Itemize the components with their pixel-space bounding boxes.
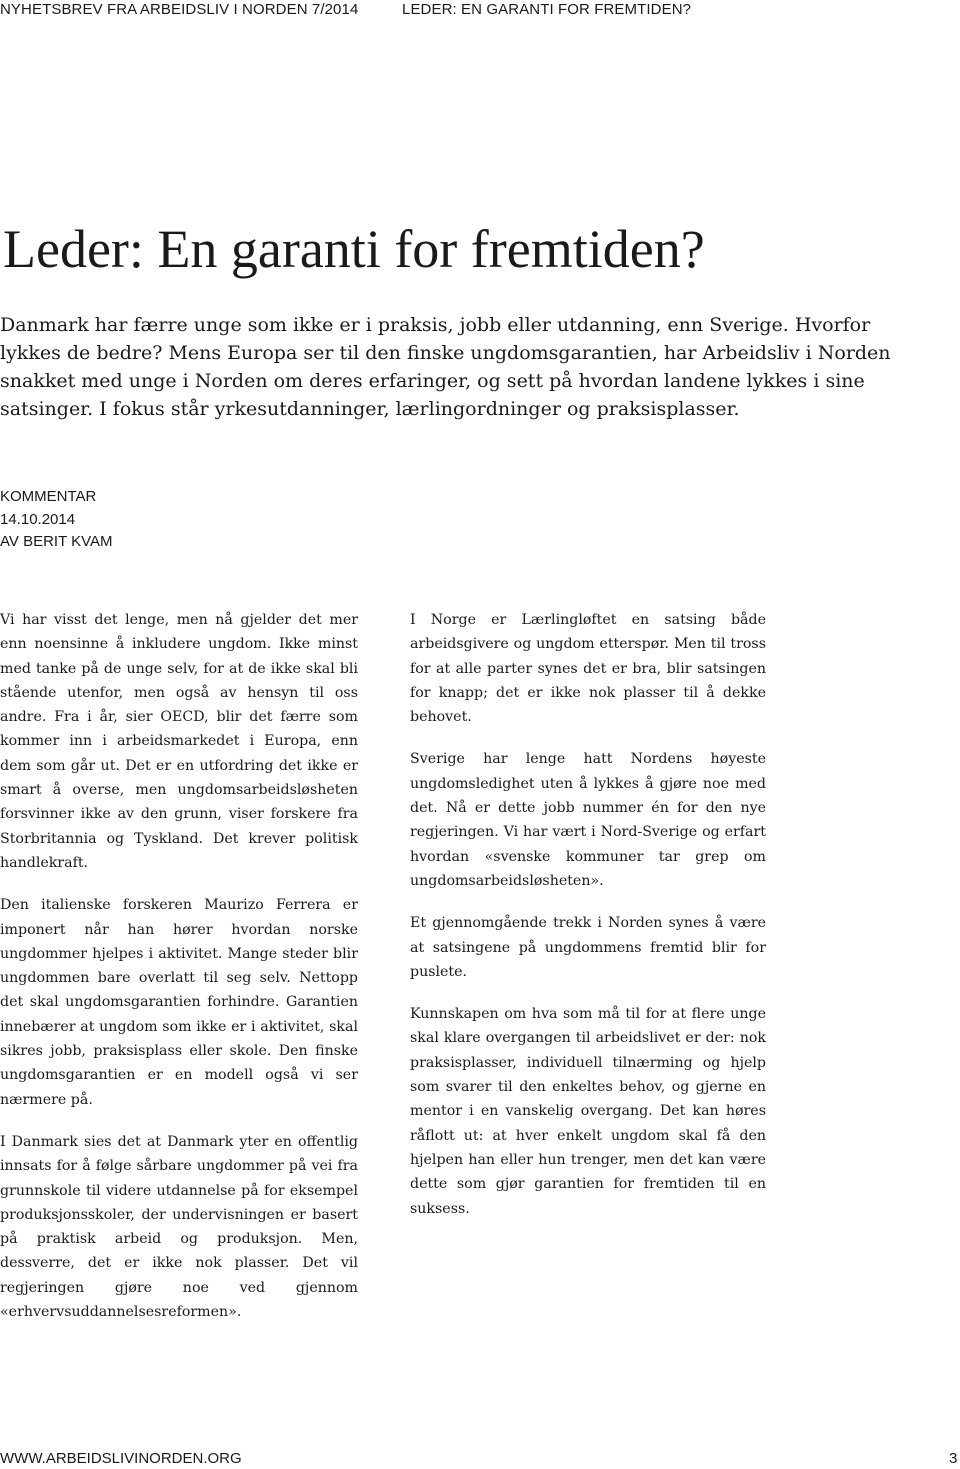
body-paragraph: Vi har visst det lenge, men nå gjelder det mer enn noensinne å inkludere ungdom. Ikke minst med tanke på de unge selv, for at de ikke skal bli stående utenfor, men også av hensyn til oss andre. Fra i år, sier OECD, blir det færre som kommer inn i arbeidsmarkedet i Europa, enn dem som går ut. Det er en utfordring det ikke er smart å overse, men ungdomsarbeidsløsheten forsvinner ikke av den grunn, viser forskere fra Storbritannia og Tyskland. Det krever politisk handlekraft. [0, 612, 358, 871]
article-meta [0, 486, 113, 554]
body-column-right [410, 608, 766, 1239]
page-number: 3 [949, 1450, 958, 1467]
body-column-left [0, 608, 358, 1342]
body-paragraph: Den italienske forskeren Maurizo Ferrera er imponert når han hører hvordan norske ungdommer hjelpes i aktivitet. Mange steder blir ungdommen bare overlatt til seg selv. Nettopp det skal ungdomsgarantien forhindre. Garantien innebærer at ungdom som ikke er i aktivitet, skal sikres jobb, praksisplass eller skole. Den finske ungdomsgarantien er en modell også vi ser nærmere på. [0, 897, 358, 1108]
body-paragraph: Kunnskapen om hva som må til for at flere unge skal klare overgangen til arbeidslivet er der: nok praksisplasser, individuell tilnærming og hjelp som svarer til den enkeltes behov, og gjerne en mentor i en vanskelig overgang. Det kan høres råflott ut: at hver enkelt ungdom skal få den hjelpen han eller hun trenger, men det kan være dette som gjør garantien for fremtiden til en suksess. [410, 1006, 766, 1217]
body-paragraph: Sverige har lenge hatt Nordens høyeste ungdomsledighet uten å lykkes å gjøre noe med det. Nå er dette jobb nummer én for den nye regjeringen. Vi har vært i Nord-Sverige og erfart hvordan «svenske kommuner tar grep om ungdomsarbeidsløsheten». [410, 751, 766, 889]
article-lead: Danmark har færre unge som ikke er i praksis, jobb eller utdanning, enn Sverige. Hvorfor lykkes de bedre? Mens Europa ser til den finske ungdomsgarantien, har Arbeidsliv i Norden snakket med unge i Norden om deres erfaringer, og sett på hvordan landene lykkes i sine satsinger. I fokus står yrkesutdanninger, lærlingordninger og praksisplasser. [0, 314, 891, 420]
running-header-article: LEDER: EN GARANTI FOR FREMTIDEN? [402, 1, 692, 18]
article-category: KOMMENTAR [0, 488, 97, 505]
body-paragraph: I Norge er Lærlingløftet en satsing både arbeidsgivere og ungdom etterspør. Men til tross for at alle parter synes det er bra, blir satsingen for knapp; det er ikke nok plasser til å dekke behovet. [410, 612, 766, 726]
running-header-publication: NYHETSBREV FRA ARBEIDSLIV I NORDEN 7/2014 [0, 1, 359, 18]
article-date: 14.10.2014 [0, 510, 76, 528]
article-title: Leder: En garanti for fremtiden? [3, 219, 705, 279]
body-paragraph: I Danmark sies det at Danmark yter en offentlig innsats for å følge sårbare ungdommer på vei fra grunnskole til videre utdannelse på for eksempel produksjonsskoler, der undervisningen er basert på praktisk arbeid og produksjon. Men, dessverre, det er ikke nok plasser. Det vil regjeringen gjøre noe ved gjennom «erhvervsuddannelsesreformen». [0, 1133, 358, 1321]
article-byline: AV BERIT KVAM [0, 533, 113, 550]
footer-website-link[interactable]: WWW.ARBEIDSLIVINORDEN.ORG [0, 1450, 242, 1467]
body-paragraph: Et gjennomgående trekk i Norden synes å være at satsingene på ungdommens fremtid blir for puslete. [410, 915, 766, 980]
